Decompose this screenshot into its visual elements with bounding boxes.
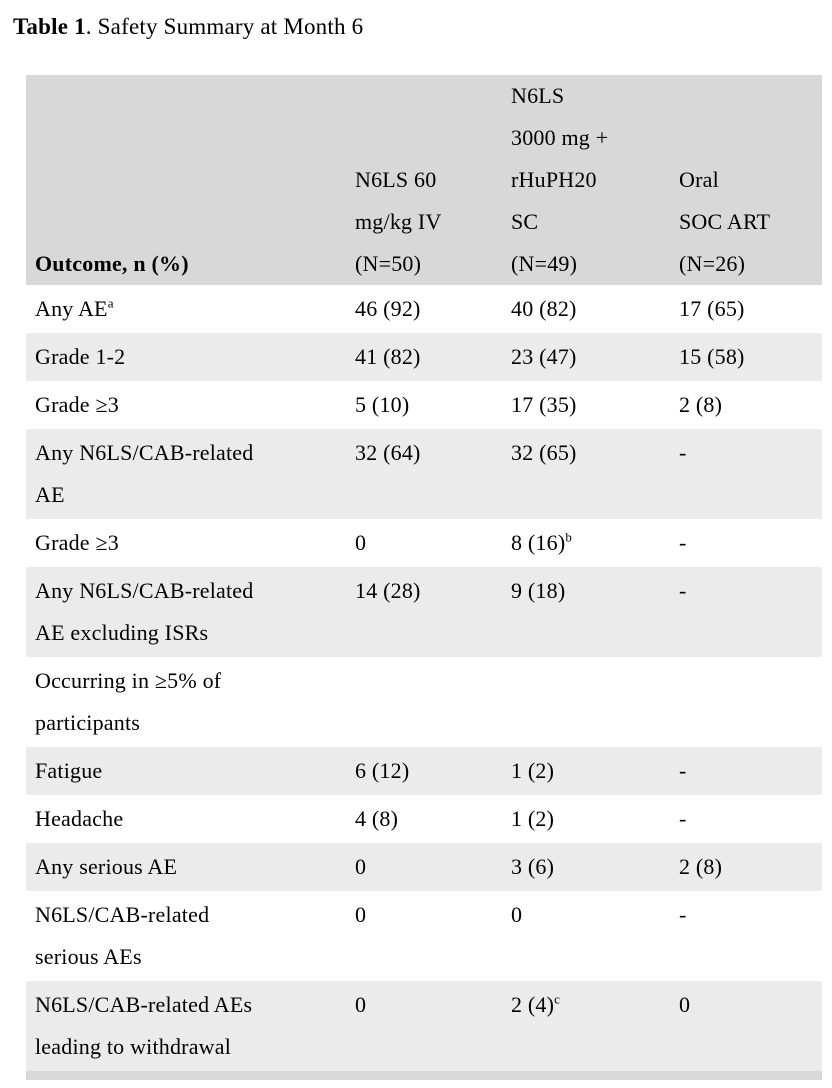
cell-value: 14 (28) [355, 578, 421, 603]
value-cell [511, 984, 679, 1068]
outcome-cell [26, 570, 355, 654]
cell-value: - [679, 578, 687, 603]
table-caption [13, 10, 832, 44]
value-cell [511, 846, 679, 888]
table-footer-strip [26, 1071, 822, 1080]
cell-value: 8 (16) [511, 530, 566, 555]
cell-value: 17 (35) [511, 392, 577, 417]
column-header [26, 243, 355, 285]
cell-value: 3 (6) [511, 854, 555, 879]
value-cell [511, 336, 679, 378]
outcome-label: Headache [35, 806, 124, 831]
value-cell [511, 570, 679, 654]
cell-value: 2 (8) [679, 392, 723, 417]
outcome-label: Any AE [35, 296, 108, 321]
column-header-line: Outcome, n (%) [35, 251, 189, 276]
table-row [26, 843, 822, 891]
cell-value: 0 [511, 902, 523, 927]
table-row [26, 381, 822, 429]
outcome-label: Grade ≥3 [35, 392, 119, 417]
outcome-cell [26, 894, 355, 978]
cell-value: 46 (92) [355, 296, 421, 321]
outcome-label: leading to withdrawal [35, 1034, 232, 1059]
table-row [26, 747, 822, 795]
outcome-label: Any N6LS/CAB-related [35, 578, 254, 603]
table-body [26, 285, 822, 1071]
value-cell [355, 660, 511, 744]
table-row [26, 891, 822, 981]
column-header-line: N6LS [511, 83, 565, 108]
value-cell [355, 432, 511, 516]
cell-value: - [679, 758, 687, 783]
cell-value: 41 (82) [355, 344, 421, 369]
value-cell [679, 336, 822, 378]
cell-value: 6 (12) [355, 758, 410, 783]
cell-value: 9 (18) [511, 578, 566, 603]
footnote-marker: c [554, 991, 560, 1007]
column-header-line: (N=26) [679, 251, 746, 276]
column-header-line: SOC ART [679, 209, 771, 234]
value-cell [679, 288, 822, 330]
cell-value: - [679, 902, 687, 927]
outcome-label: Any N6LS/CAB-related [35, 440, 254, 465]
cell-value: 0 [355, 992, 367, 1017]
outcome-label: N6LS/CAB-related AEs [35, 992, 253, 1017]
outcome-label: AE excluding ISRs [35, 620, 209, 645]
cell-value: 23 (47) [511, 344, 577, 369]
table-row [26, 429, 822, 519]
safety-summary-table [26, 75, 822, 1080]
cell-value: 0 [355, 902, 367, 927]
outcome-cell [26, 750, 355, 792]
value-cell [511, 432, 679, 516]
value-cell [679, 384, 822, 426]
column-header-line: rHuPH20 [511, 167, 597, 192]
cell-value: - [679, 806, 687, 831]
column-header-line: Oral [679, 167, 719, 192]
value-cell [679, 432, 822, 516]
cell-value: 40 (82) [511, 296, 577, 321]
value-cell [679, 570, 822, 654]
cell-value: 32 (65) [511, 440, 577, 465]
footnote-marker: b [565, 529, 572, 545]
table-row [26, 657, 822, 747]
value-cell [355, 798, 511, 840]
cell-value: 0 [355, 530, 367, 555]
column-header [511, 75, 679, 285]
cell-value: 17 (65) [679, 296, 745, 321]
cell-value: 1 (2) [511, 806, 555, 831]
outcome-label: AE [35, 482, 65, 507]
value-cell [679, 522, 822, 564]
column-header [355, 159, 511, 285]
cell-value: - [679, 530, 687, 555]
cell-value: 2 (4) [511, 992, 555, 1017]
outcome-label: Any serious AE [35, 854, 178, 879]
outcome-label: Grade ≥3 [35, 530, 119, 555]
value-cell [679, 984, 822, 1068]
cell-value: 32 (64) [355, 440, 421, 465]
cell-value: - [679, 440, 687, 465]
cell-value: 5 (10) [355, 392, 410, 417]
table-row [26, 981, 822, 1071]
outcome-cell [26, 522, 355, 564]
cell-value: 4 (8) [355, 806, 399, 831]
column-header [679, 159, 822, 285]
cell-value: 0 [355, 854, 367, 879]
column-header-line: SC [511, 209, 539, 234]
value-cell [511, 522, 679, 564]
table-caption-label: Table 1 [13, 14, 86, 39]
outcome-cell [26, 384, 355, 426]
outcome-label: serious AEs [35, 944, 142, 969]
value-cell [511, 798, 679, 840]
outcome-cell [26, 432, 355, 516]
column-header-line: (N=50) [355, 251, 422, 276]
outcome-cell [26, 660, 355, 744]
value-cell [355, 894, 511, 978]
outcome-cell [26, 798, 355, 840]
value-cell [679, 750, 822, 792]
value-cell [679, 798, 822, 840]
value-cell [511, 660, 679, 744]
value-cell [355, 336, 511, 378]
value-cell [511, 750, 679, 792]
value-cell [355, 384, 511, 426]
value-cell [355, 570, 511, 654]
table-row [26, 795, 822, 843]
value-cell [679, 846, 822, 888]
value-cell [679, 894, 822, 978]
table-header-row [26, 75, 822, 285]
value-cell [511, 894, 679, 978]
outcome-cell [26, 846, 355, 888]
outcome-cell [26, 288, 355, 330]
value-cell [355, 984, 511, 1068]
outcome-cell [26, 336, 355, 378]
table-row [26, 567, 822, 657]
value-cell [511, 384, 679, 426]
column-header-line: (N=49) [511, 251, 578, 276]
value-cell [355, 846, 511, 888]
outcome-label: participants [35, 710, 141, 735]
outcome-cell [26, 984, 355, 1068]
outcome-label: Grade 1-2 [35, 344, 126, 369]
table-row [26, 285, 822, 333]
table-row [26, 333, 822, 381]
column-header-line: N6LS 60 [355, 167, 437, 192]
cell-value: 15 (58) [679, 344, 745, 369]
value-cell [355, 750, 511, 792]
table-caption-text: . Safety Summary at Month 6 [85, 14, 364, 39]
cell-value: 0 [679, 992, 691, 1017]
value-cell [355, 288, 511, 330]
outcome-label: N6LS/CAB-related [35, 902, 210, 927]
value-cell [355, 522, 511, 564]
value-cell [511, 288, 679, 330]
table-row [26, 519, 822, 567]
outcome-label: Occurring in ≥5% of [35, 668, 222, 693]
footnote-marker: a [107, 295, 114, 311]
cell-value: 1 (2) [511, 758, 555, 783]
column-header-line: mg/kg IV [355, 209, 442, 234]
cell-value: 2 (8) [679, 854, 723, 879]
column-header-line: 3000 mg + [511, 125, 609, 150]
outcome-label: Fatigue [35, 758, 103, 783]
value-cell [679, 660, 822, 744]
